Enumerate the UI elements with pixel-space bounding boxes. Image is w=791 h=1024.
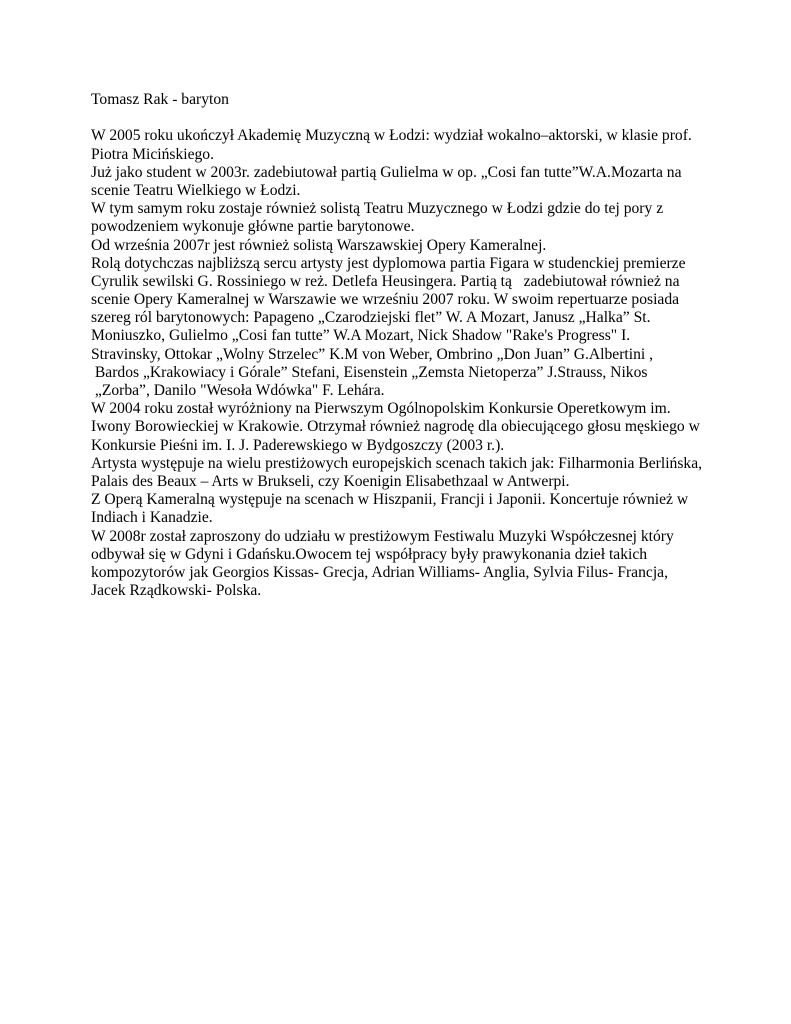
text-line: powodzeniem wykonuje główne partie barytonowe. — [91, 218, 415, 236]
text-line: odbywał się w Gdyni i Gdańsku.Owocem tej współpracy były prawykonania dzieł takich — [91, 545, 648, 563]
text-line: szereg ról barytonowych: Papageno „Czarodziejski flet” W. A Mozart, Janusz „Halka” St. — [91, 309, 651, 327]
document-title: Tomasz Rak - baryton — [91, 91, 229, 108]
text-line: Indiach i Kanadzie. — [91, 509, 213, 527]
text-line: Cyrulik sewilski G. Rossiniego w reż. Detlefa Heusingera. Partią tą zadebiutował również na — [91, 272, 680, 290]
text-line: Z Operą Kameralną występuje na scenach w Hiszpanii, Francji i Japonii. Koncertuje również w — [91, 491, 689, 509]
text-line: Artysta występuje na wielu prestiżowych europejskich scenach takich jak: Filharmonia Berlińska, — [91, 454, 703, 472]
text-line: Piotra Micińskiego. — [91, 145, 215, 163]
text-line: Konkursie Pieśni im. I. J. Paderewskiego w Bydgoszczy (2003 r.). — [91, 436, 505, 454]
text-line: scenie Teatru Wielkiego w Łodzi. — [91, 181, 301, 199]
text-line: scenie Opery Kameralnej w Warszawie we wrześniu 2007 roku. W swoim repertuarze posiada — [91, 291, 680, 309]
blank-line — [91, 109, 731, 127]
text-line: Już jako student w 2003r. zadebiutował partią Gulielma w op. „Cosi fan tutte”W.A.Mozarta na — [91, 163, 682, 181]
text-line: „Zorba”, Danilo "Wesoła Wdówka" F. Lehára. — [91, 382, 385, 399]
text-line: Palais des Beaux – Arts w Brukseli, czy Koenigin Elisabethzaal w Antwerpi. — [91, 472, 570, 490]
text-line: Jacek Rządkowski- Polska. — [91, 582, 262, 600]
biography-text — [91, 127, 731, 600]
text-line: Stravinsky, Ottokar „Wolny Strzelec” K.M von Weber, Ombrino „Don Juan” G.Albertini , — [91, 345, 654, 363]
text-line: Moniuszko, Gulielmo „Cosi fan tutte” W.A Mozart, Nick Shadow "Rake's Progress" I. — [91, 327, 631, 345]
text-line: W tym samym roku zostaje również solistą Teatru Muzycznego w Łodzi gdzie do tej pory z — [91, 200, 664, 218]
text-line: Rolą dotychczas najbliższą sercu artysty jest dyplomowa partia Figara w studenckiej premierze — [91, 254, 686, 272]
text-line: kompozytorów jak Georgios Kissas- Grecja, Adrian Williams- Anglia, Sylvia Filus- Francja, — [91, 563, 668, 581]
text-line: W 2008r został zaproszony do udziału w prestiżowym Festiwalu Muzyki Współczesnej który — [91, 527, 674, 545]
text-line: Iwony Borowieckiej w Krakowie. Otrzymał również nagrodę dla obiecującego głosu męskiego w — [91, 418, 700, 436]
text-line: W 2004 roku został wyróżniony na Pierwszym Ogólnopolskim Konkursie Operetkowym im. — [91, 400, 671, 418]
text-line: Od września 2007r jest również solistą Warszawskiej Opery Kameralnej. — [91, 236, 547, 254]
text-line: W 2005 roku ukończył Akademię Muzyczną w Łodzi: wydział wokalno–aktorski, w klasie prof. — [91, 127, 692, 145]
document-body — [91, 91, 731, 600]
text-line: Bardos „Krakowiacy i Górale” Stefani, Eisenstein „Zemsta Nietoperza” J.Strauss, Nikos — [91, 363, 648, 381]
